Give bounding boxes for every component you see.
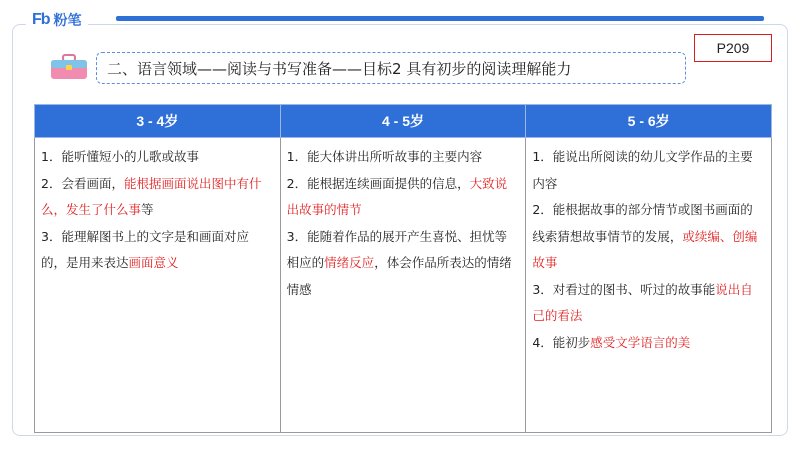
highlighted-text: 能根据画面说出图中有什么，发生了什么事	[41, 175, 262, 217]
column-header: 4 - 5岁	[280, 105, 526, 138]
goals-table	[34, 104, 772, 433]
item-text: 4．能初步	[532, 334, 591, 350]
item-text: 1．能说出所阅读的幼儿文学作品的主要内容	[532, 149, 753, 191]
list-item	[532, 330, 765, 357]
column-header: 5 - 6岁	[526, 105, 772, 138]
list-item	[41, 224, 274, 277]
item-text: 3．能理解图书上的文字是和画面对应的，是用来表达	[41, 228, 249, 270]
highlighted-text: 画面意义	[128, 255, 179, 270]
briefcase-icon	[50, 54, 88, 80]
list-item	[287, 171, 520, 224]
highlighted-text: 情绪反应	[324, 255, 375, 270]
item-text: 等	[141, 202, 154, 217]
list-item	[532, 144, 765, 197]
item-text: 1．能大体讲出所听故事的主要内容	[286, 149, 483, 164]
list-item	[287, 144, 520, 171]
page-number: P209	[694, 34, 772, 62]
header-bar	[116, 16, 764, 21]
item-text: 3．能随着作品的展开产生喜悦、担忧等相应的	[286, 228, 508, 270]
highlighted-text: 说出自己的看法	[532, 281, 753, 323]
item-text: 2．能根据连续画面提供的信息，	[286, 175, 470, 191]
brand-logo	[26, 10, 88, 30]
list-item	[287, 224, 520, 304]
logo-text: 粉笔	[53, 13, 82, 29]
table-row	[35, 138, 772, 433]
highlighted-text: 感受文学语言的美	[590, 334, 691, 350]
column-header: 3 - 4岁	[35, 105, 281, 138]
item-text: ，体会作品所表达的情绪情感	[286, 255, 512, 297]
logo-mark: Fb	[32, 11, 50, 28]
item-text: 3．对看过的图书、听过的故事能	[532, 281, 716, 297]
table-cell	[526, 138, 772, 433]
list-item	[41, 171, 274, 224]
highlighted-text: 或续编、创编故事	[532, 228, 758, 270]
item-text: 1．能听懂短小的儿歌或故事	[41, 149, 199, 164]
list-item	[532, 277, 765, 330]
highlighted-text: 大致说出故事的情节	[286, 175, 508, 217]
table-header-row	[35, 105, 772, 138]
list-item	[532, 197, 765, 277]
item-text: 2．能根据故事的部分情节或图书画面的线索猜想故事情节的发展，	[532, 202, 753, 244]
table-cell	[35, 138, 281, 433]
item-text: 2．会看画面，	[41, 175, 124, 191]
section-title: 二、语言领域——阅读与书写准备——目标2 具有初步的阅读理解能力	[96, 52, 686, 84]
list-item	[41, 144, 274, 171]
table-cell	[280, 138, 526, 433]
